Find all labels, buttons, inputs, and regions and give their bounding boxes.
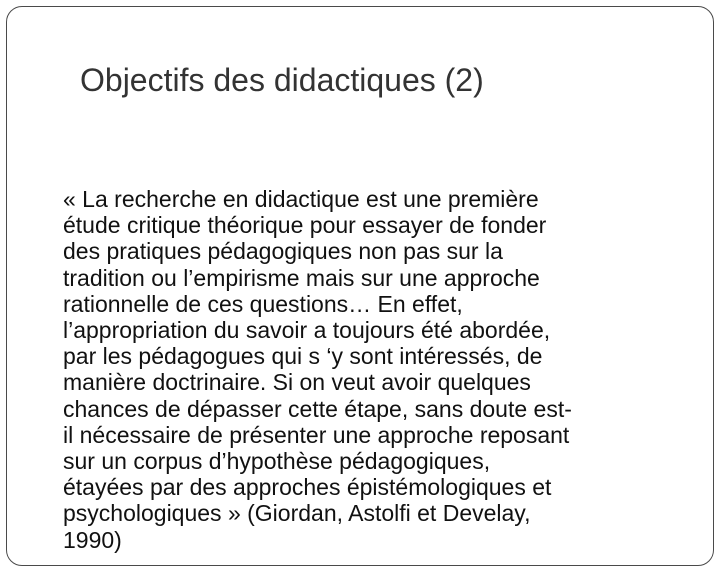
quote-line: tradition ou l’empirisme mais sur une approche (63, 264, 540, 291)
quote-line: « La recherche en didactique est une première (63, 186, 539, 212)
quote-line: 1990) (63, 526, 122, 553)
slide-title: Objectifs des didactiques (2) (80, 62, 484, 98)
quote-line: étude critique théorique pour essayer de fonder (63, 212, 547, 239)
quote-line: par les pédagogues qui s ‘y sont intéressés, de (63, 343, 543, 370)
quote-line: chances de dépasser cette étape, sans doute est- (63, 395, 572, 422)
quote-line: psychologiques » (Giordan, Astolfi et Develay, (63, 500, 531, 527)
quote-line: l’appropriation du savoir a toujours été abordée, (63, 317, 551, 344)
quote-line: sur un corpus d’hypothèse pédagogiques, (63, 448, 491, 475)
quote-line: manière doctrinaire. Si on veut avoir quelques (63, 369, 531, 396)
quote-line: il nécessaire de présenter une approche reposant (63, 421, 570, 448)
quote-text (63, 186, 703, 553)
quote-line: des pratiques pédagogiques non pas sur la (63, 238, 503, 265)
quote-line: étayées par des approches épistémologiques et (63, 474, 552, 501)
quote-line: rationnelle de ces questions… En effet, (63, 290, 463, 317)
